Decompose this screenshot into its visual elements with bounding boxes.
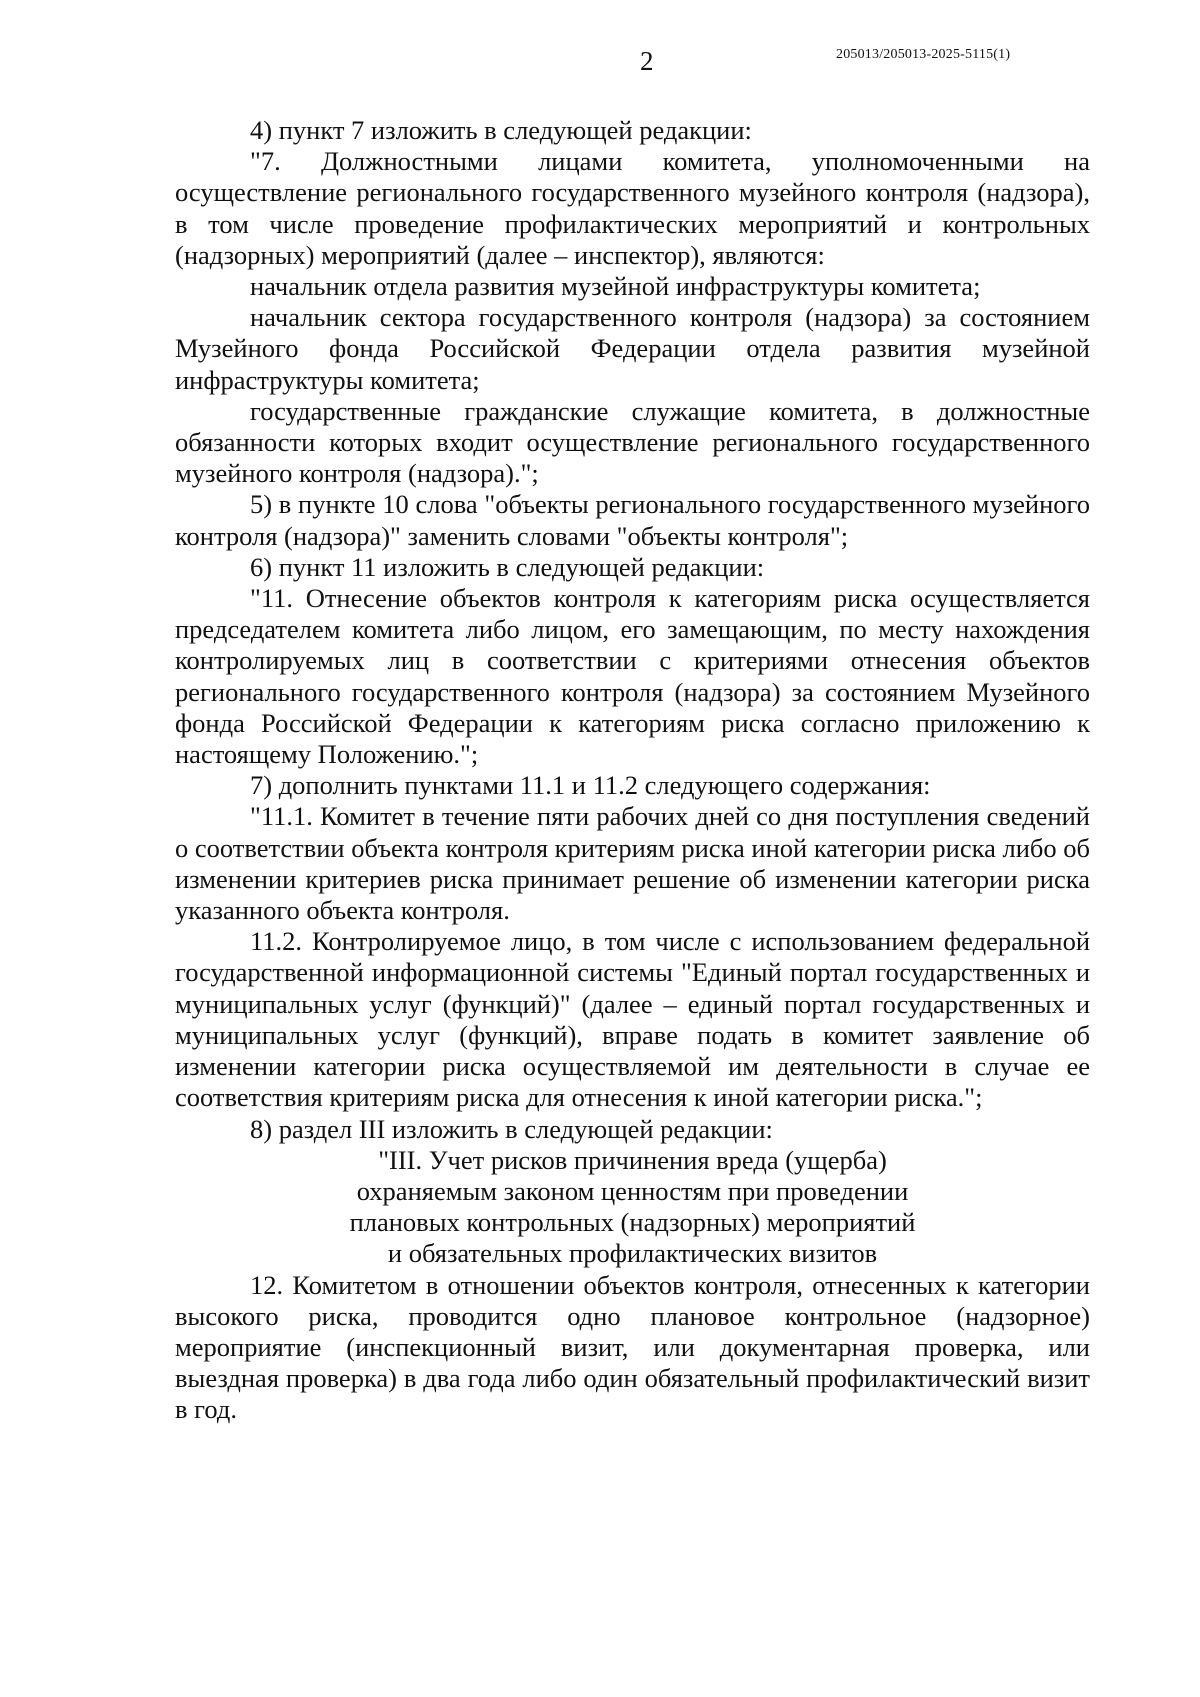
paragraph-point-7: "7. Должностными лицами комитета, уполномоченными на осуществление регионального государственного музейного контроля (надзора), в том числе проведение профилактических мероприятий и контрольных (надзорных) мероприятий (далее – инспектор), являются:	[175, 146, 1090, 270]
section-heading-line: и обязательных профилактических визитов	[387, 1238, 878, 1269]
paragraph-item-6: 6) пункт 11 изложить в следующей редакции:	[250, 551, 765, 582]
paragraph-item-7: 7) дополнить пунктами 11.1 и 11.2 следующего содержания:	[250, 770, 931, 801]
paragraph-head-of-department: начальник отдела развития музейной инфраструктуры комитета;	[250, 271, 981, 302]
section-heading-line: плановых контрольных (надзорных) мероприятий	[349, 1207, 916, 1238]
paragraph-point-11-1: "11.1. Комитет в течение пяти рабочих дней со дня поступления сведений о соответствии объекта контроля критериям риска иной категории риска либо об изменении критериев риска принимает решение об изменении категории риска указанного объекта контроля.	[175, 801, 1090, 926]
section-heading-line: охраняемым законом ценностям при проведении	[356, 1175, 909, 1206]
section-heading-line: "III. Учет рисков причинения вреда (ущерба)	[378, 1144, 887, 1175]
paragraph-point-11: "11. Отнесение объектов контроля к категориям риска осуществляется председателем комитета либо лицом, его замещающим, по месту нахождения контролируемых лиц в соответствии с критериями отнесения объектов регионального государственного контроля (надзора) за состоянием Музейного фонда Российской Федерации к категориям риска согласно приложению к настоящему Положению.";	[175, 583, 1090, 770]
document-id: 205013/205013-2025-5115(1)	[836, 47, 1011, 62]
paragraph-point-12: 12. Комитетом в отношении объектов контроля, отнесенных к категории высокого риска, проводится одно плановое контрольное (надзорное) мероприятие (инспекционный визит, или документарная проверка, или выездная проверка) в два года либо один обязательный профилактический визит в год.	[175, 1269, 1090, 1425]
page-number: 2	[640, 46, 654, 76]
paragraph-item-4: 4) пункт 7 изложить в следующей редакции:	[250, 115, 752, 145]
document-body	[175, 115, 1090, 1426]
paragraph-item-8: 8) раздел III изложить в следующей редакции:	[250, 1113, 773, 1144]
paragraph-item-5: 5) в пункте 10 слова "объекты регионального государственного музейного контроля (надзора)" заменить словами "объекты контроля";	[175, 489, 1090, 551]
paragraph-head-of-sector: начальник сектора государственного контроля (надзора) за состоянием Музейного фонда Российской Федерации отдела развития музейной инфраструктуры комитета;	[175, 302, 1090, 395]
paragraph-point-11-2: 11.2. Контролируемое лицо, в том числе с использованием федеральной государственной информационной системы "Единый портал государственных и муниципальных услуг (функций)" (далее – единый портал государственных и муниципальных услуг (функций), вправе подать в комитет заявление об изменении категории риска осуществляемой им деятельности в случае ее соответствия критериям риска для отнесения к иной категории риска.";	[175, 926, 1090, 1113]
section-heading	[175, 1145, 1090, 1270]
paragraph-civil-servants: государственные гражданские служащие комитета, в должностные обязанности которых входит осуществление регионального государственного музейного контроля (надзора).";	[175, 395, 1090, 489]
